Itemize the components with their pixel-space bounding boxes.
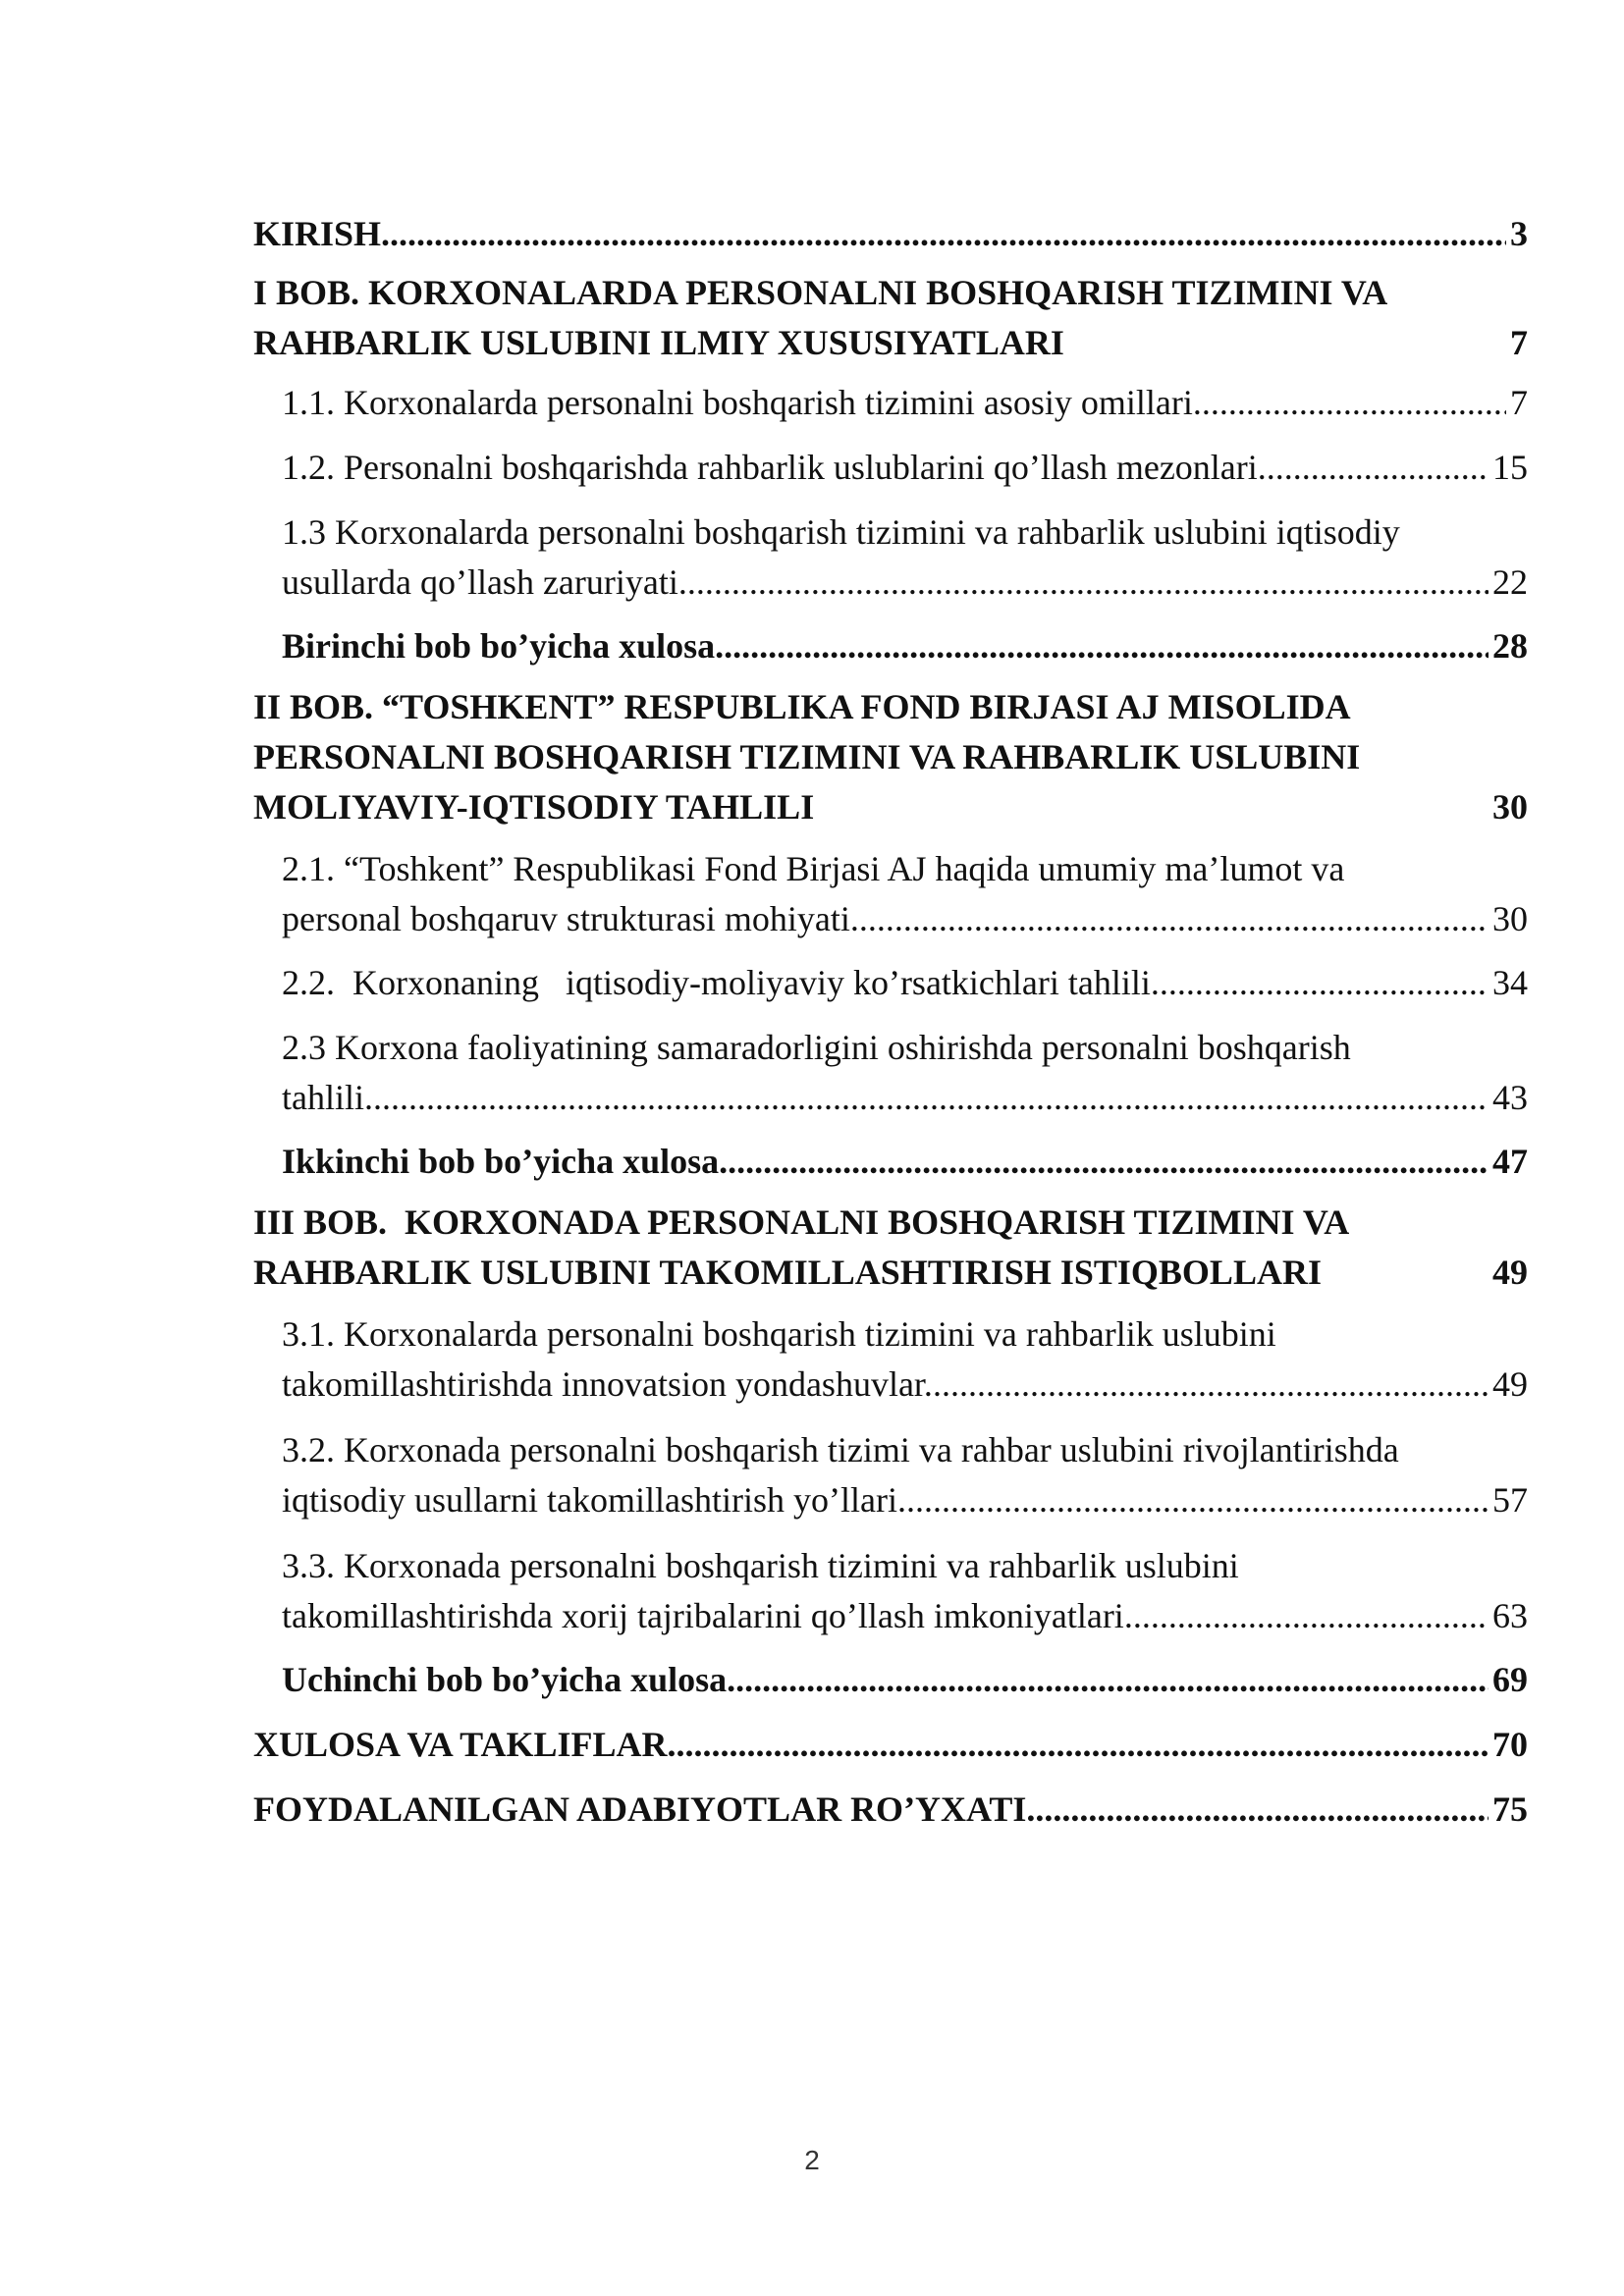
dot-leader (1026, 1777, 1489, 1842)
toc-section-1-2[interactable] (253, 435, 1528, 500)
toc-section-3-3[interactable] (253, 1541, 1528, 1641)
toc-page-number: 30 (1492, 787, 1528, 827)
toc-entry-title-line: takomillashtirishda innovatsion yondashuvlar. (282, 1364, 933, 1404)
toc-page-number: 7 (1510, 383, 1528, 422)
toc-page-number: 49 (1492, 1364, 1528, 1404)
toc-chapter-title-line: RAHBARLIK USLUBINI ILMIY XUSUSIYATLARI (253, 323, 1064, 362)
dot-leader (364, 1073, 1489, 1123)
toc-page-number: 34 (1492, 963, 1528, 1002)
toc-page-number: 22 (1492, 562, 1528, 602)
toc-entry-xulosa[interactable] (253, 1712, 1528, 1777)
toc-section-2-2[interactable] (253, 950, 1528, 1015)
toc-page-number: 3 (1510, 214, 1528, 253)
dot-leader (667, 1712, 1489, 1777)
toc-entry-title-line: 1.3 Korxonalarda personalni boshqarish tizimini va rahbarlik uslubini iqtisodiy (282, 512, 1400, 552)
toc-entry-adabiyotlar[interactable] (253, 1777, 1528, 1842)
toc-page-number: 43 (1492, 1078, 1528, 1117)
toc-chapter-3[interactable] (253, 1198, 1528, 1298)
dot-leader (719, 1129, 1489, 1194)
toc-entry-title-line: 3.3. Korxonada personalni boshqarish tizimini va rahbarlik uslubini (282, 1546, 1239, 1585)
toc-entry-title: Birinchi bob bo’yicha xulosa (282, 626, 716, 666)
toc-chapter-title-line: PERSONALNI BOSHQARISH TIZIMINI VA RAHBARLIK USLUBINI (253, 737, 1361, 776)
dot-leader (1151, 950, 1489, 1015)
toc-page-number: 7 (1510, 323, 1528, 362)
toc-section-2-1[interactable] (253, 844, 1528, 944)
toc-conclusion-1[interactable] (253, 614, 1528, 678)
toc-entry-title: Uchinchi bob bo’yicha xulosa (282, 1660, 728, 1699)
toc-entry-title: KIRISH (253, 214, 382, 253)
dot-leader (933, 1360, 1489, 1410)
toc-entry-title-line: usullarda qo’llash zaruriyati (282, 562, 678, 602)
toc-page-number: 49 (1492, 1253, 1528, 1292)
toc-entry-title: Ikkinchi bob bo’yicha xulosa (282, 1142, 720, 1181)
toc-section-1-3[interactable] (253, 507, 1528, 608)
toc-entry-title-line: 3.1. Korxonalarda personalni boshqarish tizimini va rahbarlik uslubini (282, 1314, 1276, 1354)
toc-section-1-1[interactable] (253, 370, 1528, 435)
toc-conclusion-3[interactable] (253, 1647, 1528, 1712)
dot-leader (678, 558, 1489, 608)
table-of-contents (253, 201, 1528, 1842)
toc-page-number: 15 (1492, 448, 1528, 487)
toc-page-number: 70 (1492, 1725, 1528, 1764)
toc-chapter-title-line: III BOB. KORXONADA PERSONALNI BOSHQARISH TIZIMINI VA (253, 1202, 1350, 1242)
toc-page-number: 28 (1492, 626, 1528, 666)
toc-entry-title: 1.1. Korxonalarda personalni boshqarish tizimini asosiy omillari (282, 383, 1193, 422)
toc-section-3-2[interactable] (253, 1425, 1528, 1525)
toc-page-number: 47 (1492, 1142, 1528, 1181)
toc-conclusion-2[interactable] (253, 1129, 1528, 1194)
dot-leader (850, 894, 1489, 944)
toc-chapter-2[interactable] (253, 682, 1528, 832)
toc-chapter-title-line: MOLIYAVIY-IQTISODIY TAHLILI (253, 787, 815, 827)
toc-page-number: 69 (1492, 1660, 1528, 1699)
toc-entry-title-line: 2.1. “Toshkent” Respublikasi Fond Birjasi AJ haqida umumiy ma’lumot va (282, 849, 1345, 888)
toc-entry-title: 2.2. Korxonaning iqtisodiy-moliyaviy ko’rsatkichlari tahlili (282, 963, 1151, 1002)
toc-chapter-1[interactable] (253, 268, 1528, 368)
dot-leader (897, 1475, 1489, 1525)
toc-entry-title-line: tahlili (282, 1078, 364, 1117)
dot-leader (715, 614, 1489, 678)
dot-leader (381, 201, 1506, 266)
page-number: 2 (804, 2145, 820, 2175)
toc-entry-title-line: takomillashtirishda xorij tajribalarini qo’llash imkoniyatlari (282, 1596, 1124, 1635)
toc-page-number: 57 (1492, 1480, 1528, 1520)
toc-entry-title-line: 2.3 Korxona faoliyatining samaradorligini oshirishda personalni boshqarish (282, 1028, 1351, 1067)
toc-page-number: 75 (1492, 1789, 1528, 1829)
toc-entry-kirish[interactable] (253, 201, 1528, 266)
toc-page-number: 30 (1492, 899, 1528, 938)
toc-entry-title: XULOSA VA TAKLIFLAR (253, 1725, 668, 1764)
dot-leader (1258, 435, 1489, 500)
dot-leader (1193, 370, 1506, 435)
dot-leader (1124, 1591, 1489, 1641)
dot-leader (727, 1647, 1489, 1712)
toc-entry-title: 1.2. Personalni boshqarishda rahbarlik uslublarini qo’llash mezonlari (282, 448, 1258, 487)
toc-section-2-3[interactable] (253, 1023, 1528, 1123)
toc-chapter-title-line: II BOB. “TOSHKENT” RESPUBLIKA FOND BIRJASI AJ MISOLIDA (253, 687, 1351, 726)
toc-entry-title-line: 3.2. Korxonada personalni boshqarish tizimi va rahbar uslubini rivojlantirishda (282, 1430, 1399, 1469)
toc-chapter-title-line: RAHBARLIK USLUBINI TAKOMILLASHTIRISH ISTIQBOLLARI (253, 1253, 1322, 1292)
toc-entry-title-line: iqtisodiy usullarni takomillashtirish yo’llari (282, 1480, 897, 1520)
toc-section-3-1[interactable] (253, 1309, 1528, 1410)
toc-entry-title: FOYDALANILGAN ADABIYOTLAR RO’YXATI (253, 1789, 1027, 1829)
toc-entry-title-line: personal boshqaruv strukturasi mohiyati (282, 899, 850, 938)
toc-chapter-title-line: I BOB. KORXONALARDA PERSONALNI BOSHQARISH TIZIMINI VA (253, 273, 1388, 312)
toc-page-number: 63 (1492, 1596, 1528, 1635)
